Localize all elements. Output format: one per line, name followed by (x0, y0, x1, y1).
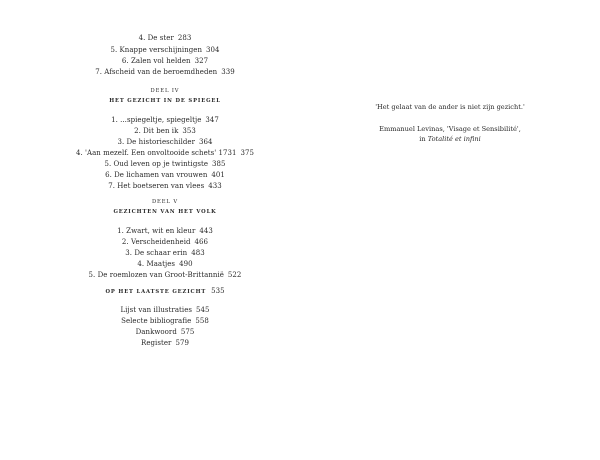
epigraph-quote: 'Het gelaat van de ander is niet zijn gezicht.' (375, 103, 525, 111)
toc-entry: 4. 'Aan mezelf. Een onvoltooide schets' 1731 375 (75, 149, 255, 157)
toc-entry: 7. Het boetseren van vlees 433 (108, 182, 222, 190)
toc-entry: Lijst van illustraties 545 (120, 306, 210, 314)
toc-entry: 2. Dit ben ik 353 (134, 127, 196, 135)
toc-entry: 3. De historieschilder 364 (117, 138, 213, 146)
epigraph-attribution: Emmanuel Levinas, 'Visage et Sensibilité', (379, 125, 521, 133)
toc-entry: 1. ...spiegeltje, spiegeltje 347 (111, 116, 219, 124)
part-title: GEZICHTEN VAN HET VOLK (113, 209, 217, 215)
part-title: HET GEZICHT IN DE SPIEGEL (109, 98, 221, 104)
toc-entry: 2. Verscheidenheid 466 (121, 238, 209, 246)
toc-entry: 3. De schaar erin 483 (125, 249, 205, 257)
toc-entry: 7. Afscheid van de beroemdheden 339 (95, 68, 235, 76)
toc-entry: Register 579 (141, 339, 189, 347)
toc-entry: 4. Maatjes 490 (137, 260, 193, 268)
toc-entry: 1. Zwart, wit en kleur 443 (117, 227, 213, 235)
toc-entry: 5. Knappe verschijningen 304 (110, 46, 220, 54)
toc-entry: 6. Zalen vol helden 327 (121, 57, 209, 65)
toc-entry: 5. De roemlozen van Groot-Brittannië 522 (88, 271, 242, 279)
toc-entry: 4. De ster 283 (138, 34, 192, 42)
epigraph-source: in Totalité et infini (419, 135, 481, 143)
epigraph-page (300, 0, 600, 460)
part-label: DEEL IV (150, 88, 180, 94)
toc-entry: 6. De lichamen van vrouwen 401 (105, 171, 225, 179)
toc-entry: Selecte bibliografie 558 (121, 317, 209, 325)
toc-entry: 5. Oud leven op je twintigste 385 (104, 160, 226, 168)
toc-entry: Dankwoord 575 (135, 328, 195, 336)
closing-chapter: OP HET LAATSTE GEZICHT 535 (105, 287, 225, 295)
part-label: DEEL V (152, 199, 178, 205)
